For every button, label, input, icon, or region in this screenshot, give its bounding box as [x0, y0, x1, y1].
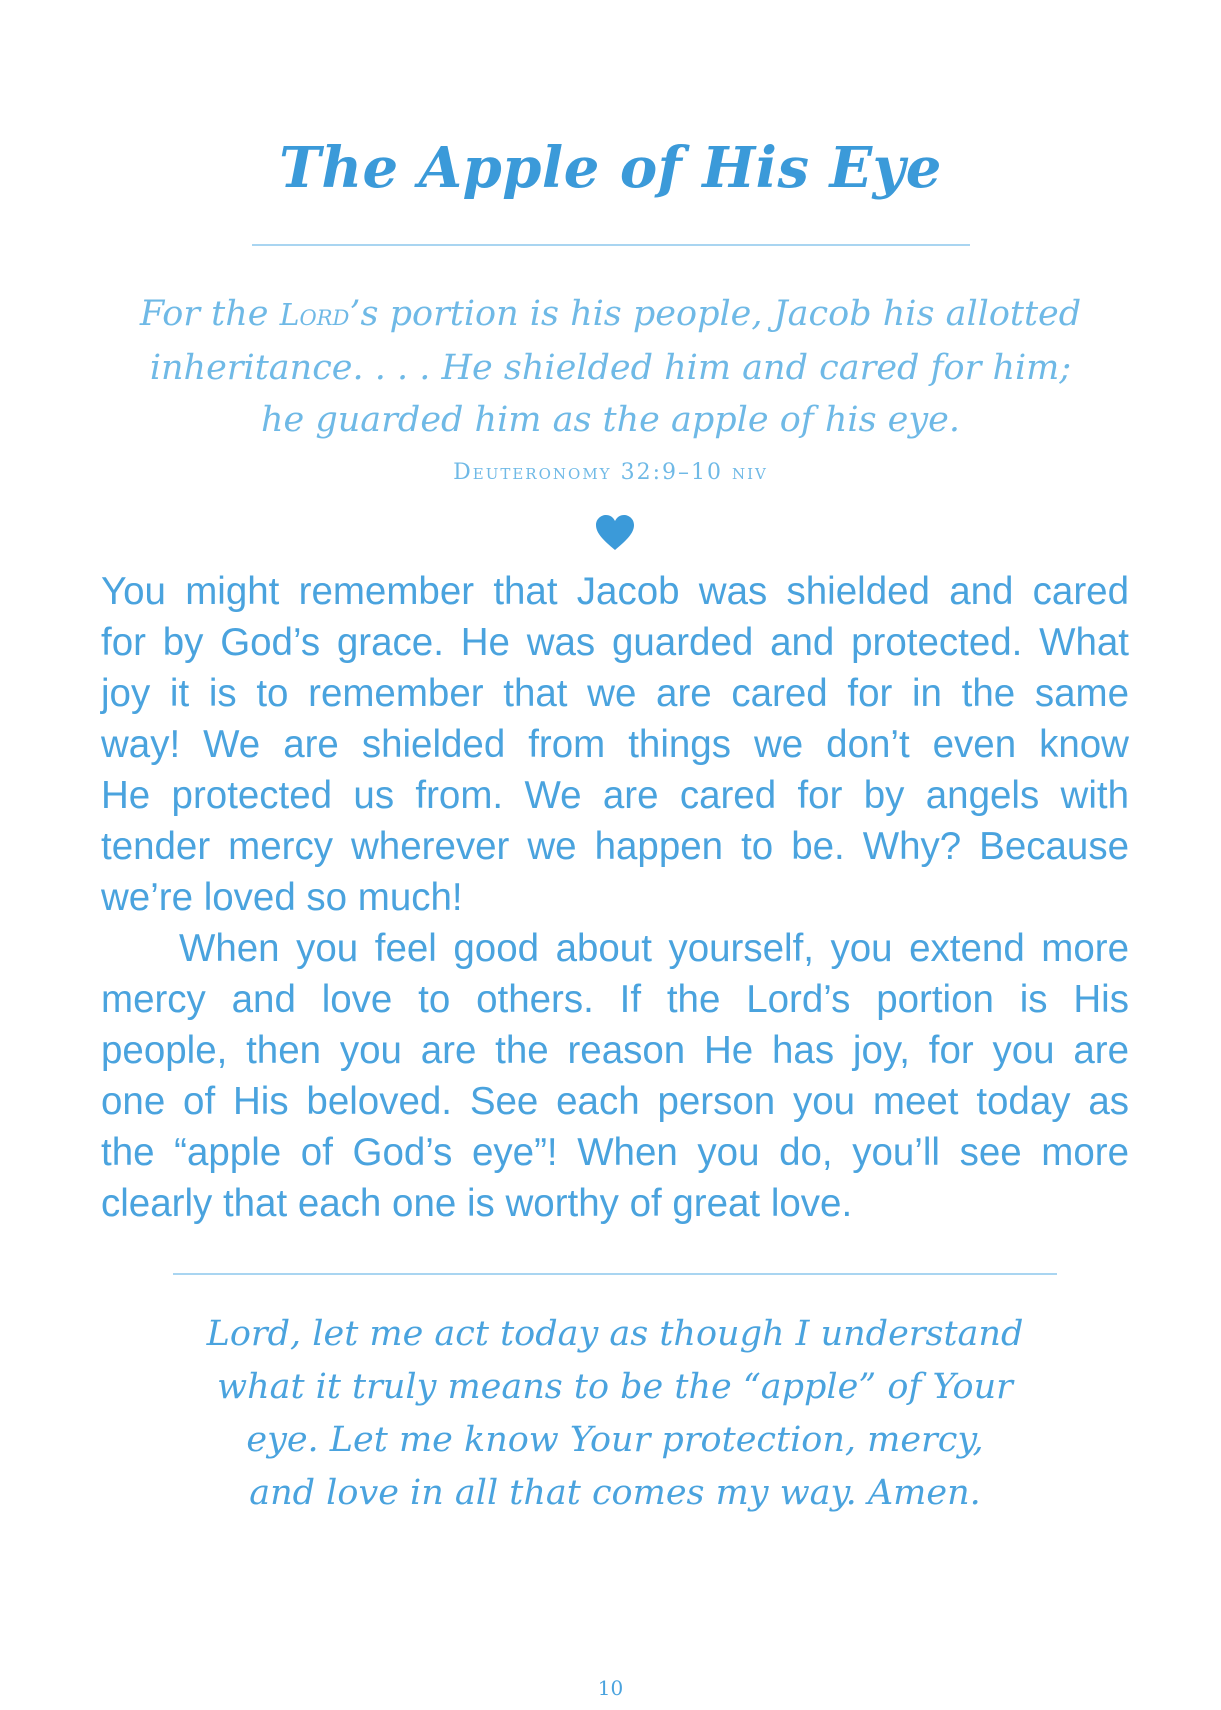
body-line: we’re loved so much! — [101, 876, 463, 919]
body-line: way! We are shielded from things we don’t even know — [101, 723, 1129, 766]
prayer-line: what it truly means to be the “apple” of Your — [217, 1367, 1013, 1407]
prayer-line: eye. Let me know Your protection, mercy, — [246, 1420, 984, 1460]
verse-lord-smallcaps: Lord — [279, 298, 350, 333]
body-line: one of His beloved. See each person you meet today as — [101, 1080, 1129, 1123]
body-line: joy it is to remember that we are cared for in the same — [101, 672, 1129, 715]
body-line: When you feel good about yourself, you extend more — [179, 927, 1129, 970]
top-divider — [252, 244, 970, 246]
prayer-line: Lord, let me act today as though I understand — [206, 1314, 1024, 1354]
page-number: 10 — [597, 1676, 624, 1700]
body-line: tender mercy wherever we happen to be. Why? Because — [101, 825, 1129, 868]
body-paragraph-1 — [101, 566, 1129, 923]
scripture-verse — [120, 288, 1101, 446]
bottom-divider — [173, 1273, 1057, 1275]
prayer-line: and love in all that comes my way. Amen. — [249, 1473, 981, 1513]
verse-line-1 — [120, 288, 1101, 342]
body-line: clearly that each one is worthy of great love. — [101, 1182, 853, 1225]
verse-line-1-pre: For the — [139, 294, 280, 334]
body-line: He protected us from. We are cared for by angels with — [101, 774, 1129, 817]
body-line: mercy and love to others. If the Lord’s portion is His — [101, 978, 1129, 1021]
closing-prayer — [150, 1308, 1080, 1520]
body-line: You might remember that Jacob was shielded and cared — [101, 570, 1129, 613]
body-line: for by God’s grace. He was guarded and protected. What — [101, 621, 1129, 664]
heart-icon — [595, 514, 635, 554]
body-line: people, then you are the reason He has joy, for you are — [101, 1029, 1129, 1072]
devotional-body — [101, 566, 1129, 1229]
verse-line-3: he guarded him as the apple of his eye. — [260, 400, 961, 440]
body-line: the “apple of God’s eye”! When you do, you’ll see more — [101, 1131, 1129, 1174]
verse-line-2: inheritance. . . . He shielded him and cared for him; — [149, 348, 1072, 388]
verse-line-1-post: ’s portion is his people, Jacob his allotted — [349, 294, 1082, 334]
body-paragraph-2 — [101, 923, 1129, 1229]
verse-reference: Deuteronomy 32:9–10 niv — [453, 460, 768, 485]
page-title: The Apple of His Eye — [279, 135, 942, 201]
